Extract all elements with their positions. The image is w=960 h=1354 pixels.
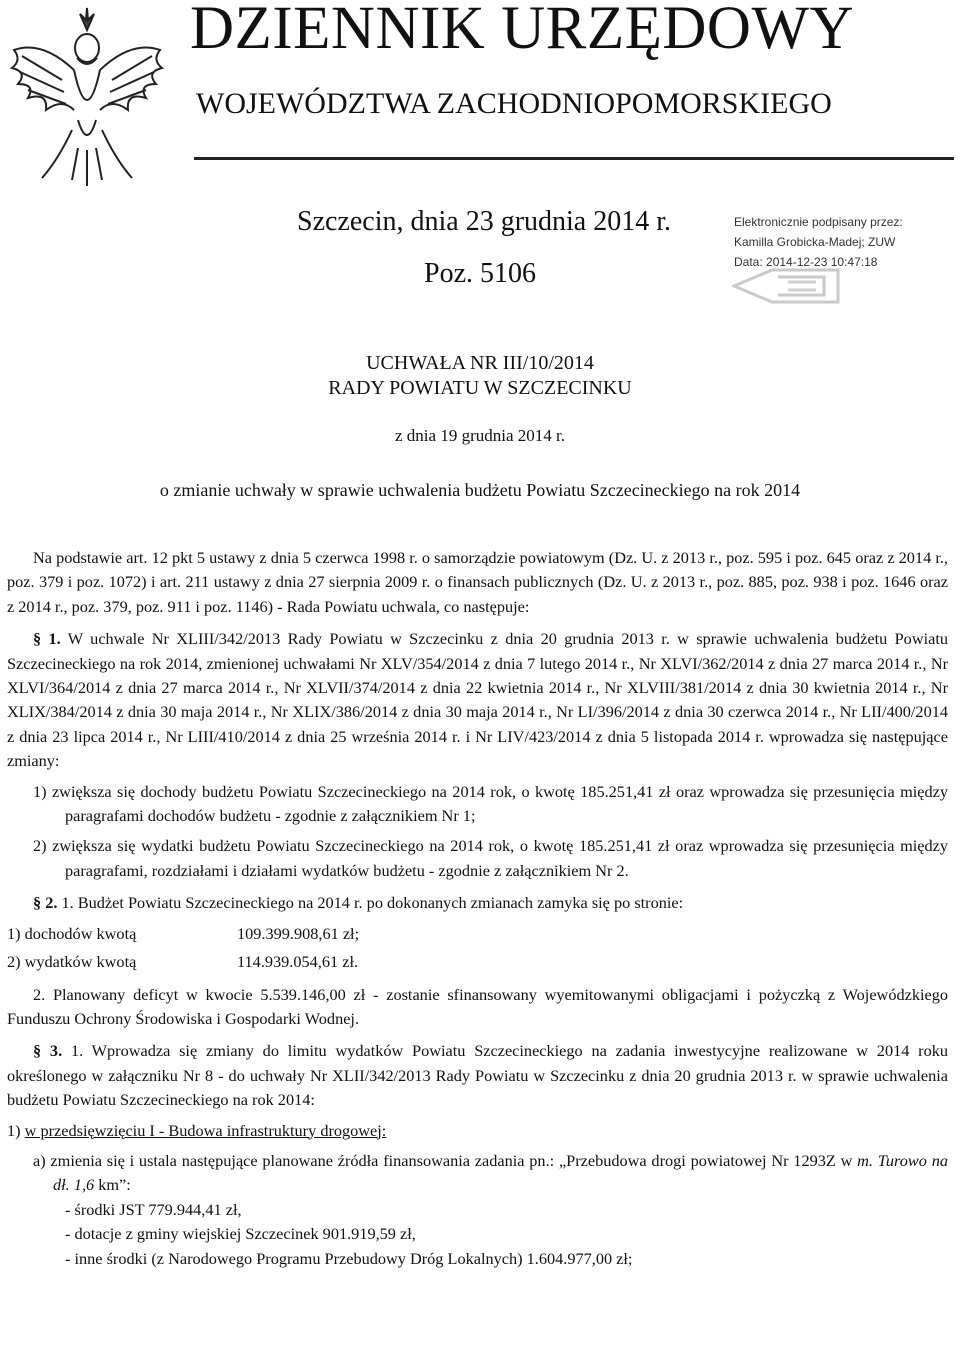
income-value: 109.399.908,61 zł; <box>237 923 360 943</box>
project-link: w przedsięwzięciu I - Budowa infrastruktury drogowej: <box>24 1120 387 1140</box>
electronic-signature <box>734 212 903 272</box>
funding-gmina: - dotacje z gminy wiejskiej Szczecinek 901.919,59 zł, <box>65 1224 416 1244</box>
section-3 <box>7 1039 948 1112</box>
section-3-item-1: 1) w przedsięwzięciu I - Budowa infrastruktury drogowej: <box>7 1120 387 1140</box>
income-row <box>7 922 948 946</box>
section-2-mark: § 2. <box>33 893 58 913</box>
section-3-mark: § 3. <box>33 1041 63 1061</box>
resolution-heading: UCHWAŁA NR III/10/2014 <box>366 352 594 374</box>
resolution-date: z dnia 19 grudnia 2014 r. <box>395 426 565 445</box>
expense-row <box>7 950 948 974</box>
section-1 <box>7 627 948 773</box>
resolution-subject: o zmianie uchwały w sprawie uchwalenia budżetu Powiatu Szczecineckiego na rok 2014 <box>159 480 801 500</box>
signature-line-3: Data: 2014-12-23 10:47:18 <box>734 255 878 269</box>
position-number: Poz. 5106 <box>424 258 536 289</box>
income-label: 1) dochodów kwotą <box>7 923 137 943</box>
resolution-body <box>7 546 948 1271</box>
section-3-item-a: a) zmienia się i ustala następujące planowane źródła finansowania zadania pn.: „Przebudowa drogi powiatowej Nr 1293Z w m. Turowo na dł. 1,6 km”: <box>33 1150 948 1195</box>
place-date: Szczecin, dnia 23 grudnia 2014 r. <box>297 206 672 237</box>
expense-label: 2) wydatków kwotą <box>7 952 137 972</box>
section-2 <box>7 891 948 915</box>
signature-stamp-icon <box>732 268 842 304</box>
expense-value: 114.939.054,61 zł. <box>237 952 359 972</box>
signature-line-2: Kamilla Grobicka-Madej; ZUW <box>734 235 896 249</box>
section-1-item-2: 2) zwiększa się wydatki budżetu Powiatu Szczecineckiego na 2014 rok, o kwotę 185.251,41 zł oraz wprowadza się przesunięcia między paragrafami, rozdziałami i działami wydatków budżetu - zgodnie z załącznikiem Nr 2. <box>33 836 948 880</box>
eagle-emblem-icon <box>2 0 172 190</box>
journal-title: DZIENNIK URZĘDOWY <box>190 0 855 62</box>
preamble: Na podstawie art. 12 pkt 5 ustawy z dnia 5 czerwca 1998 r. o samorządzie powiatowym (Dz. U. z 2013 r., poz. 595 i poz. 645 oraz z 2014 r., poz. 379 i poz. 1072) i art. 211 ustawy z dnia 27 sierpnia 2009 r. o finansach publicznych (Dz. U. z 2013 r., poz. 885, poz. 938 i poz. 1646 oraz z 2014 r., poz. 379, poz. 911 i poz. 1146) - Rada Powiatu uchwala, co następuje: <box>7 548 948 616</box>
signature-line-1: Elektronicznie podpisany przez: <box>734 215 903 229</box>
journal-subtitle: WOJEWÓDZTWA ZACHODNIOPOMORSKIEGO <box>196 87 832 120</box>
funding-jst: - środki JST 779.944,41 zł, <box>65 1199 242 1219</box>
section-3-text: 1. Wprowadza się zmiany do limitu wydatków Powiatu Szczecineckiego na zadania inwestycyjne realizowane w 2014 roku określonego w załączniku Nr 8 - do uchwały Nr XLII/342/2013 Rady Powiatu w Szczecinku z dnia 20 grudnia 2013 r. w sprawie uchwalenia budżetu Powiatu Szczecineckiego na rok 2014: <box>7 1041 949 1110</box>
funding-other: - inne środki (z Narodowego Programu Przebudowy Dróg Lokalnych) 1.604.977,00 zł; <box>65 1248 633 1268</box>
section-1-item-1: 1) zwiększa się dochody budżetu Powiatu Szczecineckiego na 2014 rok, o kwotę 185.251,41 zł oraz wprowadza się przesunięcia między paragrafami dochodów budżetu - zgodnie z załącznikiem Nr 1; <box>33 781 948 826</box>
section-1-mark: § 1. <box>33 629 61 649</box>
section-1-text: W uchwale Nr XLIII/342/2013 Rady Powiatu w Szczecinku z dnia 20 grudnia 2013 r. w sprawie uchwalenia budżetu Powiatu Szczecineckiego na rok 2014, zmienionej uchwałami Nr XLV/354/2014 z dnia 7 lutego 2014 r., Nr XLVI/362/2014 z dnia 27 marca 2014 r., Nr XLVI/364/2014 z dnia 27 marca 2014 r., Nr XLVII/374/2014 z dnia 22 kwietnia 2014 r., Nr XLVIII/381/2014 z dnia 30 kwietnia 2014 r., Nr XLIX/384/2014 z dnia 30 maja 2014 r., Nr XLIX/386/2014 z dnia 30 maja 2014 r., Nr LI/396/2014 z dnia 30 czerwca 2014 r., Nr LII/400/2014 z dnia 23 lipca 2014 r., Nr LIII/410/2014 z dnia 25 września 2014 r. i Nr LIV/423/2014 z dnia 5 listopada 2014 r. wprowadza się następujące zmiany: <box>7 629 948 771</box>
council-heading: RADY POWIATU W SZCZECINKU <box>328 377 632 399</box>
header-divider <box>194 157 954 160</box>
section-2-text: 1. Budżet Powiatu Szczecineckiego na 2014 r. po dokonanych zmianach zamyka się po stronie: <box>57 893 684 913</box>
deficit-paragraph: 2. Planowany deficyt w kwocie 5.539.146,00 zł - zostanie sfinansowany wyemitowanymi obligacjami i pożyczką z Wojewódzkiego Funduszu Ochrony Środowiska i Gospodarki Wodnej. <box>7 984 948 1028</box>
